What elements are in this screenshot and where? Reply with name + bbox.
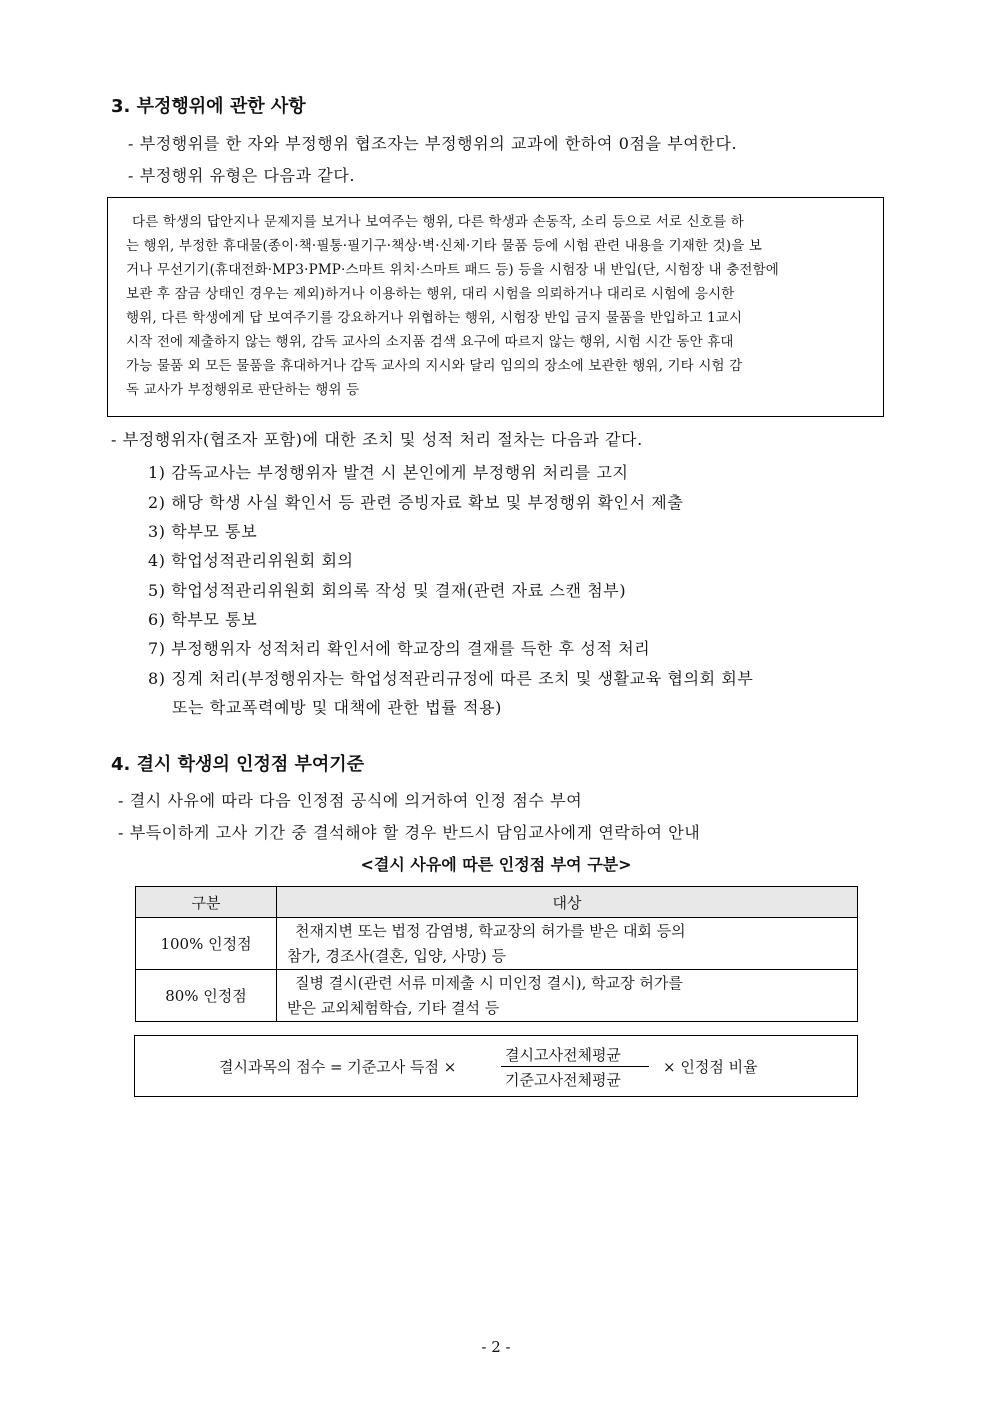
cheating-types-line: 는 행위, 부정한 휴대물(종이·책·필통·필기구·책상·벽·신체·기타 물품 등에 시험 관련 내용을 기재한 것)을 보 bbox=[126, 238, 763, 254]
procedure-step: 6) 학부모 통보 bbox=[148, 610, 258, 629]
procedure-step: 1) 감독교사는 부정행위자 발견 시 본인에게 부정행위 처리를 고지 bbox=[148, 463, 629, 482]
formula-numerator: 결시고사전체평균 bbox=[505, 1046, 621, 1064]
cheating-types-line: 가능 물품 외 모든 물품을 휴대하거나 감독 교사의 지시와 달리 임의의 장소에 보관한 행위, 기타 시험 감 bbox=[126, 358, 743, 374]
procedure-step: 4) 학업성적관리위원회 회의 bbox=[148, 551, 354, 570]
section3-bullet-zero-score: - 부정행위를 한 자와 부정행위 협조자는 부정행위의 교과에 한하여 0점을 부여한다. bbox=[128, 134, 738, 153]
cheating-types-line: 행위, 다른 학생에게 답 보여주기를 강요하거나 위협하는 행위, 시험장 반입 금지 물품을 반입하고 1교시 bbox=[126, 310, 743, 326]
table-cell-target bbox=[277, 918, 858, 970]
score-formula-box bbox=[134, 1035, 858, 1097]
section4-bullet-contact: - 부득이하게 고사 기간 중 결석해야 할 경우 반드시 담임교사에게 연락하여 안내 bbox=[118, 823, 701, 842]
procedure-step: 2) 해당 학생 사실 확인서 등 관련 증빙자료 확보 및 부정행위 확인서 제출 bbox=[148, 493, 684, 512]
formula-fraction-bar bbox=[501, 1066, 649, 1067]
procedure-step-continued: 또는 학교폭력예방 및 대책에 관한 법률 적용) bbox=[172, 698, 502, 717]
formula-rhs: × 인정점 비율 bbox=[663, 1058, 758, 1076]
section3-bullet-procedure: - 부정행위자(협조자 포함)에 대한 조치 및 성적 처리 절차는 다음과 같다. bbox=[111, 430, 643, 449]
table-title: <결시 사유에 따른 인정점 부여 구분> bbox=[360, 855, 632, 874]
table-cell-line: 질병 결시(관련 서류 미제출 시 미인정 결시), 학교장 허가를 bbox=[295, 973, 683, 992]
section4-bullet-formula: - 결시 사유에 따라 다음 인정점 공식에 의거하여 인정 점수 부여 bbox=[118, 791, 583, 810]
section3-bullet-types: - 부정행위 유형은 다음과 같다. bbox=[128, 166, 356, 185]
table-cell-category: 80% 인정점 bbox=[136, 970, 277, 1022]
table-header-row bbox=[136, 887, 858, 918]
table-cell-line: 천재지변 또는 법정 감염병, 학교장의 허가를 받은 대회 등의 bbox=[295, 921, 686, 940]
table-cell-target bbox=[277, 970, 858, 1022]
procedure-step: 7) 부정행위자 성적처리 확인서에 학교장의 결재를 득한 후 성적 처리 bbox=[148, 639, 651, 658]
table-cell-line: 참가, 경조사(결혼, 입양, 사망) 등 bbox=[287, 946, 506, 965]
table-header-target: 대상 bbox=[277, 887, 858, 918]
formula-lhs: 결시과목의 점수 = 기준고사 득점 × bbox=[219, 1058, 457, 1076]
cheating-types-line: 거나 무선기기(휴대전화·MP3·PMP·스마트 위치·스마트 패드 등) 등을 시험장 내 반입(단, 시험장 내 충전함에 bbox=[126, 262, 779, 278]
section3-heading: 3. 부정행위에 관한 사항 bbox=[111, 96, 306, 117]
table-header-category: 구분 bbox=[136, 887, 277, 918]
absence-score-table bbox=[135, 886, 858, 1022]
table-row bbox=[136, 918, 858, 970]
procedure-step: 8) 징계 처리(부정행위자는 학업성적관리규정에 따른 조치 및 생활교육 협의회 회부 bbox=[148, 669, 754, 688]
procedure-step: 5) 학업성적관리위원회 회의록 작성 및 결재(관련 자료 스캔 첨부) bbox=[148, 581, 627, 600]
cheating-types-line: 독 교사가 부정행위로 판단하는 행위 등 bbox=[126, 382, 360, 398]
section4-heading: 4. 결시 학생의 인정점 부여기준 bbox=[111, 754, 365, 775]
formula-denominator: 기준고사전체평균 bbox=[505, 1071, 621, 1089]
cheating-types-box bbox=[107, 197, 884, 417]
table-row bbox=[136, 970, 858, 1022]
table-cell-line: 받은 교외체험학습, 기타 결석 등 bbox=[287, 998, 500, 1017]
procedure-step: 3) 학부모 통보 bbox=[148, 522, 258, 541]
cheating-types-line: 다른 학생의 답안지나 문제지를 보거나 보여주는 행위, 다른 학생과 손동작, 소리 등으로 서로 신호를 하 bbox=[132, 214, 744, 230]
cheating-types-line: 시작 전에 제출하지 않는 행위, 감독 교사의 소지품 검색 요구에 따르지 않는 행위, 시험 시간 동안 휴대 bbox=[126, 334, 734, 350]
page-number: - 2 - bbox=[481, 1338, 511, 1356]
table-cell-category: 100% 인정점 bbox=[136, 918, 277, 970]
cheating-types-line: 보관 후 잠금 상태인 경우는 제외)하거나 이용하는 행위, 대리 시험을 의뢰하거나 대리로 시험에 응시한 bbox=[126, 286, 735, 302]
